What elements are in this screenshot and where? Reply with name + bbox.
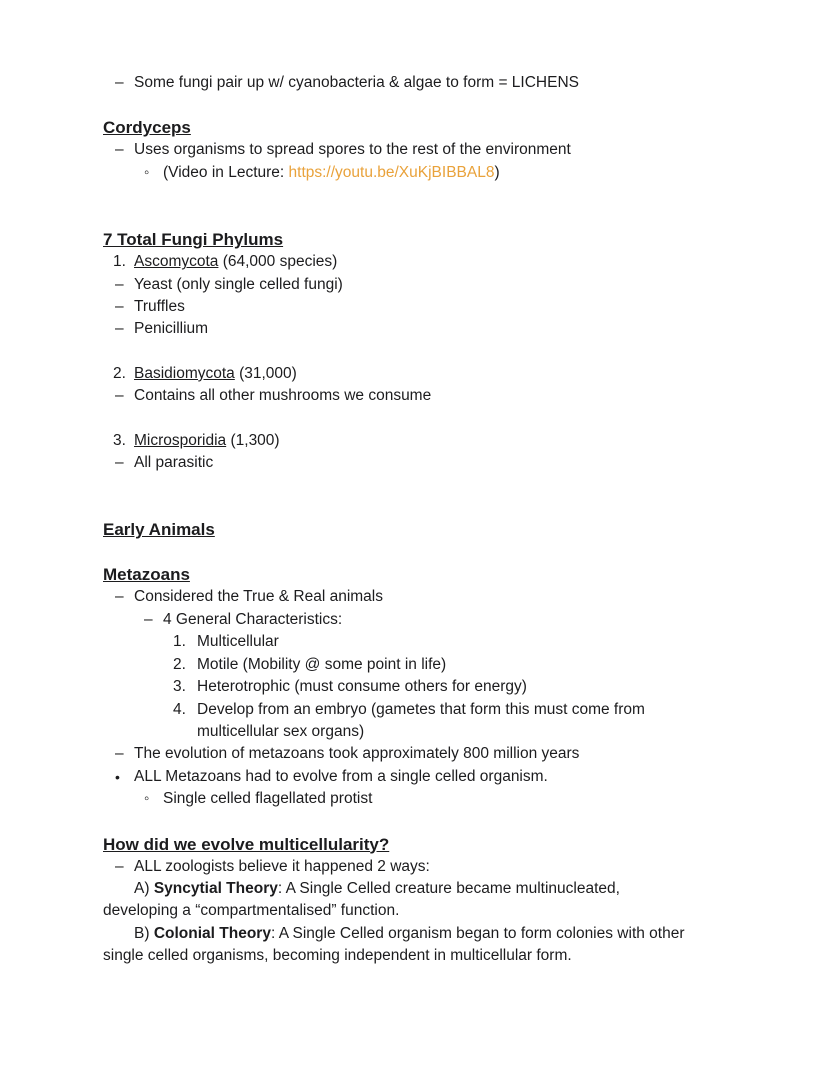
paragraph-colonial-theory xyxy=(103,923,688,968)
note-line-two-ways xyxy=(103,856,688,878)
text-run: : A Single Celled organism began to form colonies with other single celled organisms, becoming independent in multicellular form. xyxy=(103,924,685,965)
line-content xyxy=(197,699,688,744)
text-run: Some fungi pair up w/ cyanobacteria & algae to form = LICHENS xyxy=(134,74,579,91)
text-run: 4 General Characteristics: xyxy=(163,610,343,628)
text-run: Microsporidia xyxy=(134,431,227,449)
line-content xyxy=(134,452,688,474)
text-run: Metazoans xyxy=(103,565,190,585)
note-line-true-real-animals xyxy=(103,586,688,608)
line-content xyxy=(134,318,688,340)
spacer xyxy=(103,541,688,563)
dash-bullet-marker: – xyxy=(115,298,124,316)
dash-bullet-marker: – xyxy=(115,275,124,293)
text-run: (1,300) xyxy=(226,431,280,449)
text-run: : A Single Celled creature became multinucleated, developing a “compartmentalised” function. xyxy=(103,879,620,920)
number-marker: 3. xyxy=(173,678,186,696)
text-run: (64,000 species) xyxy=(218,253,338,271)
text-run: Colonial Theory xyxy=(153,924,271,942)
line-content xyxy=(134,363,688,385)
dash-bullet-marker: – xyxy=(115,320,124,338)
dash-bullet-marker: – xyxy=(115,588,124,606)
video-link[interactable]: https://youtu.be/XuKjBIBBAL8 xyxy=(288,163,495,181)
text-run: Early Animals xyxy=(103,520,215,540)
line-content xyxy=(103,880,620,919)
note-line-embryo xyxy=(103,699,688,744)
text-run: Yeast (only single celled fungi) xyxy=(134,275,343,293)
text-run: Contains all other mushrooms we consume xyxy=(134,387,432,405)
text-run: Basidiomycota xyxy=(134,364,235,382)
dash-bullet-marker: – xyxy=(115,141,124,159)
line-content xyxy=(134,430,688,452)
dash-bullet-marker: – xyxy=(115,74,124,91)
text-run: (Video in Lecture: xyxy=(163,163,289,181)
number-marker: 3. xyxy=(113,431,126,449)
line-content xyxy=(103,835,389,854)
line-content xyxy=(134,296,688,318)
dash-bullet-marker: – xyxy=(115,454,124,472)
text-run: B) xyxy=(134,924,154,942)
line-content xyxy=(197,631,688,653)
text-run: Uses organisms to spread spores to the rest of the environment xyxy=(134,141,571,159)
number-marker: 1. xyxy=(173,633,186,651)
text-run: Heterotrophic (must consume others for energy) xyxy=(197,678,527,696)
dash-bullet-marker: – xyxy=(144,610,153,628)
paragraph-syncytial-theory xyxy=(103,878,688,923)
line-content xyxy=(103,925,685,964)
note-line-mushrooms xyxy=(103,385,688,407)
number-marker: 2. xyxy=(113,364,126,382)
spacer xyxy=(103,408,688,430)
text-run: Multicellular xyxy=(197,633,279,651)
spacer xyxy=(103,811,688,833)
note-line-general-characteristics xyxy=(103,609,688,631)
line-content xyxy=(163,162,688,184)
spacer xyxy=(103,474,688,518)
line-content xyxy=(134,139,688,161)
number-marker: 2. xyxy=(173,655,186,673)
text-run: ALL zoologists believe it happened 2 ways: xyxy=(134,857,430,875)
note-line-penicillium xyxy=(103,318,688,340)
line-content xyxy=(134,766,688,788)
text-run: Ascomycota xyxy=(134,253,219,271)
line-content xyxy=(134,586,688,608)
line-content xyxy=(134,856,688,878)
spacer xyxy=(103,184,688,228)
text-run: Single celled flagellated protist xyxy=(163,790,373,808)
text-run: A) xyxy=(134,879,154,897)
text-run: (31,000) xyxy=(234,364,297,382)
line-content xyxy=(103,118,191,137)
spacer xyxy=(103,341,688,363)
heading-cordyceps xyxy=(103,116,688,139)
heading-fungi-phylums xyxy=(103,228,688,251)
text-run: How did we evolve multicellularity? xyxy=(103,834,390,854)
text-run: Truffles xyxy=(134,298,185,316)
note-line-basidiomycota xyxy=(103,363,688,385)
note-line-microsporidia xyxy=(103,430,688,452)
dash-bullet-marker: – xyxy=(115,387,124,405)
text-run: 7 Total Fungi Phylums xyxy=(103,230,284,250)
line-content xyxy=(163,609,688,631)
line-content xyxy=(103,230,283,249)
line-content xyxy=(163,788,688,810)
note-line-cordyceps-spores xyxy=(103,139,688,161)
line-content xyxy=(134,743,688,765)
text-run: The evolution of metazoans took approximately 800 million years xyxy=(134,745,580,763)
line-content xyxy=(103,520,215,539)
note-line-lichens xyxy=(103,72,688,94)
note-line-flagellated-protist xyxy=(103,788,688,810)
line-content xyxy=(134,72,688,94)
line-content xyxy=(103,565,190,584)
note-line-single-celled-origin xyxy=(103,766,688,788)
text-run: Cordyceps xyxy=(103,118,191,138)
note-line-evolution-years xyxy=(103,743,688,765)
note-line-truffles xyxy=(103,296,688,318)
dash-bullet-marker: – xyxy=(115,857,124,875)
text-run: Considered the True & Real animals xyxy=(134,588,383,606)
note-line-video-lecture xyxy=(103,162,688,184)
circle-bullet-marker: ◦ xyxy=(144,790,150,808)
circle-bullet-marker: ◦ xyxy=(144,163,150,181)
note-line-ascomycota xyxy=(103,251,688,273)
heading-multicellularity xyxy=(103,833,688,856)
text-run: ALL Metazoans had to evolve from a single celled organism. xyxy=(134,767,548,785)
note-line-parasitic xyxy=(103,452,688,474)
number-marker: 4. xyxy=(173,700,186,718)
text-run: Develop from an embryo (gametes that form this must come from multicellular sex organs) xyxy=(197,700,645,740)
heading-early-animals xyxy=(103,518,688,541)
text-run: Syncytial Theory xyxy=(153,879,278,897)
note-line-yeast xyxy=(103,274,688,296)
line-content xyxy=(134,274,688,296)
number-marker: 1. xyxy=(113,253,126,271)
note-line-heterotrophic xyxy=(103,676,688,698)
dash-bullet-marker: – xyxy=(115,745,124,763)
text-run: Penicillium xyxy=(134,320,209,338)
line-content xyxy=(197,654,688,676)
line-content xyxy=(134,385,688,407)
spacer xyxy=(103,94,688,116)
line-content xyxy=(197,676,688,698)
note-line-motile xyxy=(103,654,688,676)
heading-metazoans xyxy=(103,563,688,586)
note-line-multicellular xyxy=(103,631,688,653)
text-run: ) xyxy=(494,163,500,181)
disc-bullet-marker: • xyxy=(115,768,120,785)
text-run: All parasitic xyxy=(134,454,214,472)
line-content xyxy=(134,251,688,273)
text-run: Motile (Mobility @ some point in life) xyxy=(197,655,447,673)
